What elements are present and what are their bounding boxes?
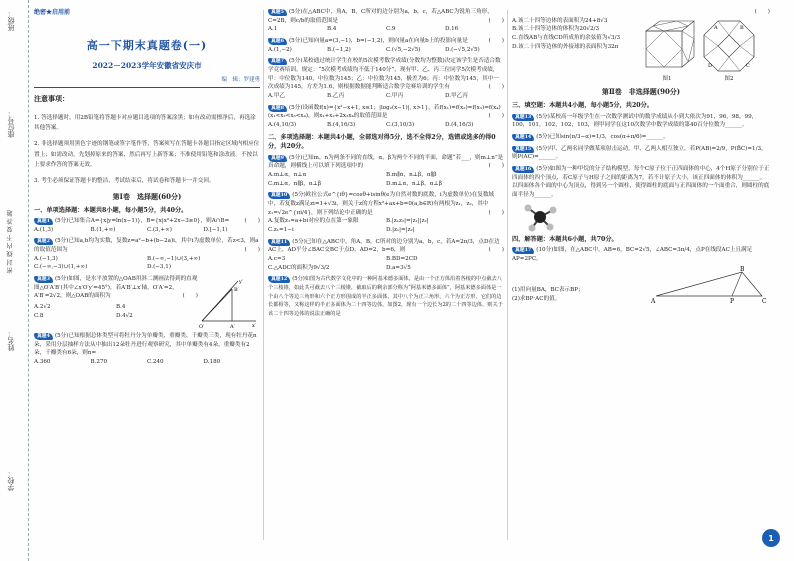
option: A.甲乙 [268, 92, 286, 99]
option: A.c=3 [268, 255, 286, 262]
question-1 [34, 217, 260, 234]
point-label-a: A [651, 297, 656, 304]
question-text: (5分)设函数f(x)={x²−x+1, x≤1；|log₂(x−1)|, x>1}，若f(x₁)=f(x₂)=f(x₃)=f(x₄)(x₁<x₂<x₃<x₄)，则x₁+x₂+2x₃x₄的取值范围是 [268, 104, 501, 120]
option: C.△ADC的面积为9√3/2 [268, 264, 330, 271]
question-text: (5分)如图为一种甲烷的分子结构模型，每个C原子位于正四面体的中心，4个H原子分别位于正四面体的四个顶点，若C原子与H原子之间的距离为7，若不计原子大小，该正四面体的体积为______。以四面体各个面的中心为顶点，得到另一个圆柱，使得圆柱的底面与正四面体的一个面重合，则圆柱的底面半径为______。 [512, 166, 770, 199]
option: B.乙丙 [327, 92, 345, 99]
question-badge: 真题1 [34, 218, 53, 225]
figure-caption: 图2 [724, 75, 734, 82]
answer-bracket: ( ) [488, 84, 504, 91]
polyhedron-figure-2 [700, 17, 758, 75]
question-text: (5分)已知a,b均为实数，复数z=a²−b+(b−2a)i，其中i为虚数单位，若z<3，则a的取值范围为 [34, 238, 259, 254]
option: D.甲乙丙 [445, 92, 468, 99]
question-12 [268, 275, 504, 318]
point-label-p: P [730, 297, 735, 304]
question-text: (5分)甲、乙两名同学做某项射击运动，甲、乙两人相互独立，若P(AB)=2/9，P(B̄C)=1/3，则P(AC)=______。 [512, 145, 767, 161]
option: B.(−1,2) [327, 46, 351, 53]
methane-molecule-figure [520, 202, 560, 232]
answer-bracket: ( ) [244, 218, 260, 225]
exam-title: 高一下期末真题卷(一) [86, 39, 208, 53]
option: B.4 [116, 304, 126, 311]
figure-caption: 图1 [662, 75, 672, 82]
option: D.(−3,1) [147, 264, 172, 271]
question-badge: 真题9 [268, 155, 287, 162]
column-3 [512, 8, 770, 307]
option: B.270 [90, 359, 108, 366]
sub-question: (2)求BP·AC的值。 [512, 295, 561, 302]
question-14 [512, 133, 770, 142]
question-badge: 真题15 [512, 146, 534, 153]
option: B.BD=2CD [386, 255, 418, 262]
sub-question: (1)用向量BA，BC表示BP； [512, 287, 584, 294]
question-4 [34, 332, 260, 367]
option: C.(3,10/3) [386, 121, 415, 128]
option: D.[−1,1) [203, 226, 228, 233]
name-label: 姓名： [7, 330, 15, 351]
answer-bracket: ( ) [754, 9, 770, 15]
option: A.(1,3) [34, 226, 54, 233]
option: D.该二十四等边体的外接球的表面积为32π [512, 43, 619, 50]
question-text: (5分)已知sin(π/3−α)=1/3，cos(α+π/6)=______。 [536, 134, 669, 141]
option: C.直线AB与直线CD所成角的余弦值为√3/3 [512, 34, 621, 41]
question-2 [34, 237, 260, 272]
question-badge: 真题14 [512, 134, 534, 141]
triangle-figure [650, 264, 770, 304]
question-12-continued [512, 8, 770, 83]
axis-label-y: y′ [239, 279, 243, 286]
answer-bracket: ( ) [488, 163, 504, 170]
question-text: (10分)如图，在△ABC中，AB=6，BC=2√5，∠ABC=3π/4，点P在线段AC上且满足AP=2PC。 [512, 247, 753, 262]
question-badge: 真题2 [34, 238, 53, 245]
point-label-b: B′ [234, 287, 239, 294]
notice-heading: 注意事项： [34, 94, 69, 104]
option: D.180 [203, 359, 221, 366]
question-15 [512, 145, 770, 162]
header-rule [34, 87, 260, 88]
question-text: (5分)已知集合A={x|y=ln(x−1)}，B={x|x²+2x−3≥0}，则A∩B= [54, 218, 230, 225]
answer-bracket: ( ) [182, 293, 198, 300]
option: C.m⊥α，n∥β，α⊥β [268, 180, 322, 187]
question-text: (5分)已知根据总体类型可将牡丹分为单瓣类、重瓣类、千瓣类三类，现有牡丹花n朵，采用分层抽样方法从中抽出12朵牡丹进行观察研究，其中单瓣类有4朵，重瓣类有2朵，千瓣类有6朵，则n= [34, 333, 257, 357]
option: A.1 [268, 26, 278, 33]
option: B.(4,16/3) [327, 121, 356, 128]
svg-text:D: D [708, 62, 713, 69]
column-divider [507, 10, 508, 540]
question-badge: 真题13 [512, 114, 534, 121]
fill-blank-title: 三、填空题：本题共4小题，每小题5分，共20分。 [512, 102, 653, 110]
exam-subtitle: 2022－2023学年安徽省安庆市 [92, 61, 202, 71]
option: A.m⊥α，n⊥α [268, 172, 307, 179]
question-17 [512, 246, 770, 303]
svg-text:C: C [746, 62, 750, 69]
question-9 [268, 154, 504, 189]
answer-bracket: ( ) [244, 247, 260, 254]
option: C.240 [147, 359, 164, 366]
answer-bracket: ( ) [488, 37, 504, 44]
question-text: (5分)在△ABC中，角A，B，C所对的边分别为a，b，c，若△ABC为锐角三角形，C=2B，则c/b的取值范围是 [268, 9, 493, 24]
option: C.8 [34, 312, 44, 319]
option: C.(3,+∞) [147, 226, 172, 233]
option: A.360 [34, 359, 51, 366]
question-16 [512, 165, 770, 232]
page-number-badge: 1 [762, 529, 780, 547]
question-text: (5分)已知在△ABC中，角A，B，C所对的边分别为a，b，c，若A=2π/3，点D在边AC上，AD平分∠BAC交BC于点D，AD=2，b=6，则 [268, 238, 500, 254]
axis-label-x: x′ [252, 323, 256, 330]
question-11 [268, 238, 504, 273]
question-badge: 真题6 [268, 38, 287, 45]
question-badge: 真题17 [512, 247, 534, 254]
single-choice-title: 一、单项选择题：本题共8小题，每小题5分，共40分。 [34, 206, 188, 214]
option: A.(1,−2) [268, 46, 292, 53]
point-label-b: B [740, 265, 745, 273]
point-label-o: O′ [199, 324, 205, 330]
option: C.(−∞,−3)∪(1,+∞) [34, 264, 88, 271]
answer-bracket: ( ) [488, 209, 504, 216]
option: B.(−∞,−1)∪(3,+∞) [147, 255, 201, 262]
column-2 [268, 8, 504, 322]
answer-bracket: ( ) [488, 247, 504, 254]
school-label: 学校： [7, 470, 15, 491]
option: D.m⊥α，n⊥β，α⊥β [386, 180, 442, 187]
option: B.该二十四等边体的体积为20√2/3 [512, 26, 600, 33]
column-divider [263, 10, 264, 540]
option: D.|z₁|=|z₂| [386, 227, 415, 233]
seat-label: 座位号： [7, 110, 15, 138]
question-text: (5分)如图为古代数学文化中的一种阿基米德多面体，是由一个正方体沿着各棱的中点截去八个三棱锥，如此共可截去八个三棱锥，截取后的剩余部分称为“阿基米德多面体”，阿基米德多面体是一个由八个等边三角形和六个正方形围成的半正多面体，其中八个为正三角形，六个为正方形，它们的边长都相等，又称这样的半正多面体为二十四等边体。如图2，现有一个边长为2的二十四等边体，则关于该二十四等边体的说法正确的是 [268, 276, 503, 317]
svg-text:A: A [714, 24, 718, 31]
option: B.|z₁z₂|=|z₁||z₂| [386, 218, 429, 225]
point-label-c: C [762, 297, 767, 304]
binding-margin [0, 0, 29, 561]
seal-warning: 密 封 线 内 不 要 答 题 [7, 210, 14, 274]
question-badge: 真题3 [34, 276, 53, 283]
column-1 [34, 8, 260, 370]
notice-item: 1. 答选择题时，用2B铅笔将答题卡对应题目选项的答案涂黑；如有改动需擦净后，再选涂其他答案。 [34, 115, 256, 132]
option: D.(4,16/3) [445, 121, 474, 128]
part2-title: 第Ⅱ卷 非选择题(90分) [601, 87, 681, 97]
question-text: (5分)欧拉公式e^{iθ}=cosθ+isinθ(e为自然对数的底数，i为虚数单位)在复数域中，若复数z满足zi=1+√3i，则关于z的方程x²+ax+b=0(a,b∈R)有两根为z₁，z₂，其中z₁=√2e^{πi/4}，则下列结论中正确的是 [268, 192, 495, 216]
oblique-diagram [198, 275, 260, 329]
question-6 [268, 37, 504, 54]
option: A.(4,10/3) [268, 121, 297, 128]
question-13 [512, 113, 770, 130]
option: A.该二十四等边体的表面积为24+8√3 [512, 17, 608, 24]
option: C.z₁=1−i [268, 227, 294, 233]
notice-item: 2. 非选择题须用黑色字迹的钢笔或签字笔作答，答案须写在答题卡各题目指定区域内相应位置上；如需改动，先划掉原来的答案，然后再写上新答案；不准使用铅笔和涂改液。不按以上要求作答的答案无效。 [34, 141, 260, 168]
question-badge: 真题8 [268, 105, 287, 112]
question-7 [268, 57, 504, 100]
confidential-tag: 绝密★启用前 [34, 9, 71, 16]
option: D.(−√5,2√5) [445, 46, 480, 53]
option: C.甲丙 [386, 92, 404, 99]
answer-bracket: ( ) [488, 113, 504, 120]
question-badge: 真题11 [268, 239, 290, 246]
part1-title: 第Ⅰ卷 选择题(60分) [112, 191, 182, 201]
polyhedron-figure-1 [638, 17, 696, 75]
option: C.9 [386, 26, 396, 33]
editor-line: 编 辑：罗建勇 [221, 76, 260, 83]
svg-text:B: B [740, 24, 744, 31]
point-label-a: A′ [230, 324, 235, 330]
option: C.(√5,−2√5) [386, 46, 421, 53]
option: D.4√2 [116, 312, 133, 319]
option: B.(1,+∞) [90, 226, 116, 233]
question-text: (5分)某校高一年级学生在一次数学测试中的数学成绩从小到大依次为91，96，98，99，100，101，102，102，103，则甲同学在这10次数学中数学成绩的第40百分位数为______。 [512, 113, 758, 129]
option: B.4 [327, 26, 337, 33]
option: B.m∥α，n⊥β，α∥β [386, 172, 437, 179]
class-label: 班级： [7, 10, 15, 31]
question-badge: 真题7 [268, 58, 287, 65]
question-text: (5分)某校通过统计学生在校的5次模考数学成绩(分数均为整数)决定该学生是否适合数学竞赛培训。规定：“5次模考成绩均不低于140分”，现有甲、乙、丙三位同学5次模考成绩，甲：中位数为140，中位数为145；乙：中位数为145，极差为6；丙：中位数为145，其中一次成绩为145，方差为1.6，则根据数据能判断适合数学竞赛培训的学生有 [268, 58, 501, 91]
question-badge: 真题5 [268, 9, 287, 16]
option: A.2√2 [34, 304, 51, 311]
question-badge: 真题16 [512, 166, 534, 173]
solution-title: 四、解答题：本题共6小题，共70分。 [512, 235, 618, 243]
option: A.复数z₁=a+bi对应的点在第一象限 [268, 218, 359, 225]
question-3 [34, 275, 260, 329]
question-text: (5分)已知m，n为两条不同的直线，α，β为两个不同的平面，命题“若___，则m⊥n”是真命题，则横线上可以填下列选项中的 [268, 154, 504, 170]
question-badge: 真题12 [268, 276, 290, 283]
question-text: (5分)已知向量a=(3,−1)，b=(−1,2)，则向量a在向量b上的投影向量是 [288, 37, 468, 44]
option: A.(−1,3) [34, 255, 58, 262]
multi-choice-title: 二、多项选择题：本题共4小题，全部选对得5分，选不全得2分，选错或选多的得0分，共20分。 [268, 133, 496, 151]
question-5 [268, 8, 504, 34]
question-badge: 真题10 [268, 192, 290, 199]
question-8 [268, 104, 504, 130]
option: D.a=3√5 [386, 264, 411, 271]
question-badge: 真题4 [34, 333, 53, 340]
question-text: (5分)如图，是水平放置的△OAB用斜二测画法得到的直观图△O′A′B′(其中∠x′O′y′=45°)，若A′B′⊥x′轴，O′A′=2，A′B′=2√2，则△OAB的面积为 [34, 276, 198, 300]
question-10 [268, 191, 504, 234]
answer-bracket: ( ) [488, 17, 504, 24]
option: D.16 [445, 26, 459, 33]
notice-item: 3. 考生必须保证答题卡的整洁，考试结束后，将试卷和答题卡一并交回。 [34, 177, 215, 184]
